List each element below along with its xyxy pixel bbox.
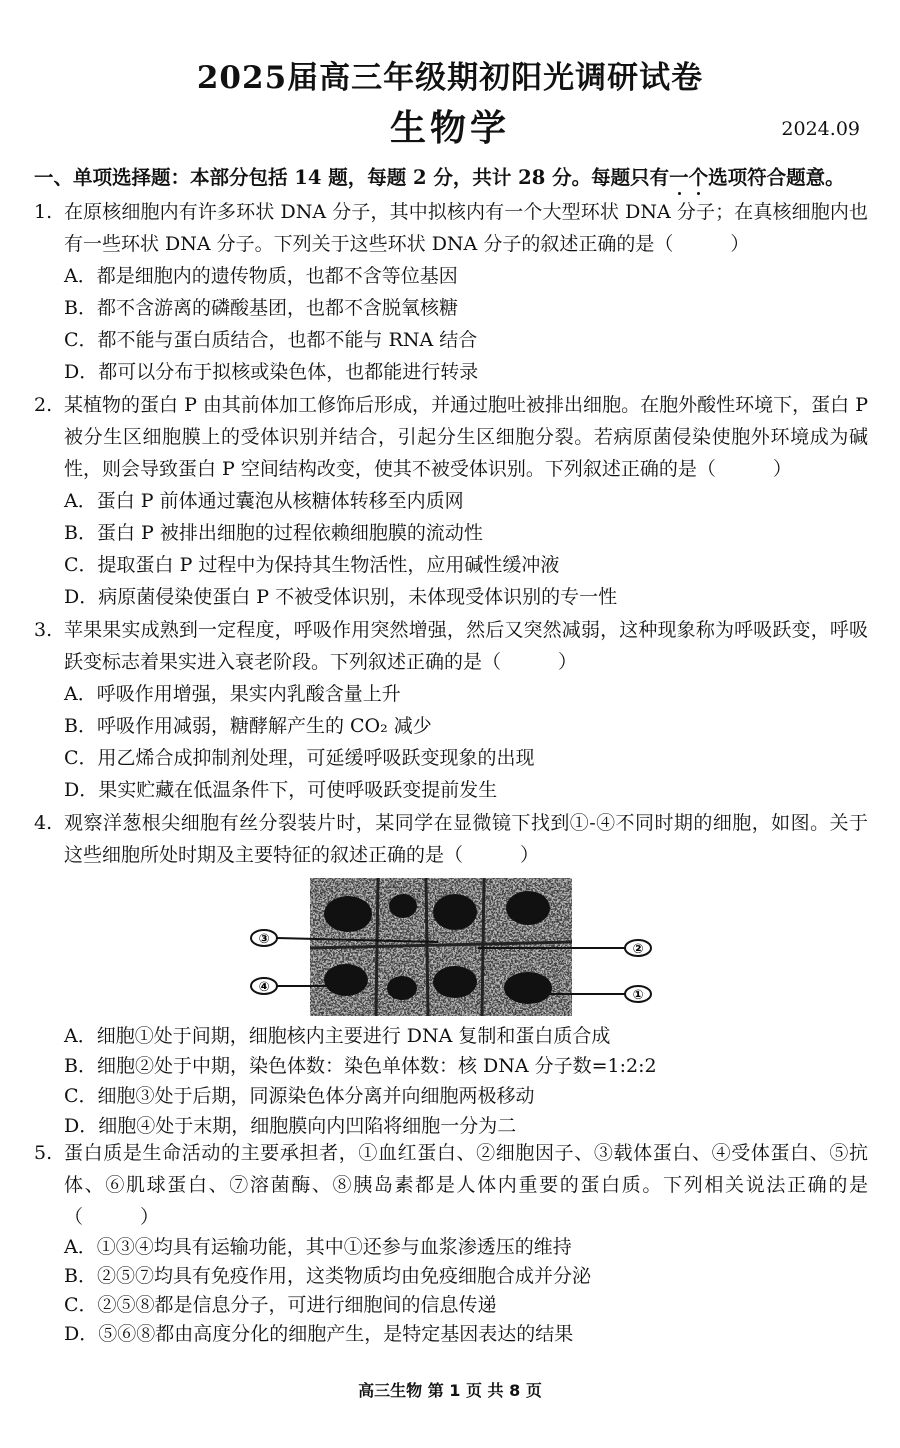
question-stem: 某植物的蛋白 P 由其前体加工修饰后形成，并通过胞吐被排出细胞。在胞外酸性环境下，蛋白 P 被分生区细胞膜上的受体识别并结合，引起分生区细胞分裂。若病原菌侵染使胞外环境成为碱性，则会导致蛋白 P 空间结构改变，使其不被受体识别。下列叙述正确的是（ ） [64,394,868,480]
option-a: A．都是细胞内的遗传物质，也都不含等位基因 [64,265,458,287]
option-d: D．病原菌侵染使蛋白 P 不被受体识别，未体现受体识别的专一性 [64,586,618,608]
micrograph-figure [248,876,658,1018]
option-d: D．果实贮藏在低温条件下，可使呼吸跃变提前发生 [64,779,498,801]
option-a: A．①③④均具有运输功能，其中①还参与血浆渗透压的维持 [64,1236,572,1258]
question-stem: 观察洋葱根尖细胞有丝分裂装片时，某同学在显微镜下找到①-④不同时期的细胞，如图。关于这些细胞所处时期及主要特征的叙述正确的是（ ） [64,812,868,866]
svg-text:②: ② [632,942,644,957]
option-d: D．细胞④处于末期，细胞膜向内凹陷将细胞一分为二 [64,1115,517,1137]
svg-text:①: ① [632,988,644,1003]
page-footer: 高三生物 第 1 页 共 8 页 [358,1381,542,1400]
option-c: C．②⑤⑧都是信息分子，可进行细胞间的信息传递 [64,1294,497,1316]
question-5 [34,1137,868,1349]
option-b: B．都不含游离的磷酸基团，也都不含脱氧核糖 [64,297,458,319]
question-stem: 在原核细胞内有许多环状 DNA 分子，其中拟核内有一个大型环状 DNA 分子；在真核细胞内也有一些环状 DNA 分子。下列关于这些环状 DNA 分子的叙述正确的是（ ） [64,201,868,255]
option-a: A．蛋白 P 前体通过囊泡从核糖体转移至内质网 [64,490,464,512]
question-1 [34,196,868,388]
option-c: C．都不能与蛋白质结合，也都不能与 RNA 结合 [64,329,478,351]
option-b: B．②⑤⑦均具有免疫作用，这类物质均由免疫细胞合成并分泌 [64,1265,591,1287]
question-number: 3. [34,619,53,641]
subject-title: 生物学 [389,107,510,149]
svg-text:④: ④ [258,980,270,995]
question-2 [34,389,868,613]
option-d: D．都可以分布于拟核或染色体，也都能进行转录 [64,361,479,383]
question-number: 1. [34,201,53,223]
emphasis-dot-1: 一 [669,166,689,189]
question-number: 2. [34,394,53,416]
option-b: B．呼吸作用减弱，糖酵解产生的 CO₂ 减少 [64,715,432,737]
exam-title: 2025届高三年级期初阳光调研试卷 [196,60,704,96]
option-a: A．细胞①处于间期，细胞核内主要进行 DNA 复制和蛋白质合成 [64,1025,611,1047]
option-b: B．蛋白 P 被排出细胞的过程依赖细胞膜的流动性 [64,522,483,544]
question-4-options [34,1021,868,1141]
option-d: D．⑤⑥⑧都由高度分化的细胞产生，是特定基因表达的结果 [64,1323,574,1345]
section-header-text: 一、单项选择题：本部分包括 14 题，每题 2 分，共计 28 分。每题只有 [34,166,670,189]
section-header [34,162,884,190]
question-number: 5. [34,1142,53,1164]
option-b: B．细胞②处于中期，染色体数：染色单体数：核 DNA 分子数=1:2:2 [64,1055,657,1077]
question-4 [34,807,868,871]
emphasis-dot-2: 个 [688,166,709,189]
question-number: 4. [34,812,53,834]
section-header-tail: 选项符合题意。 [708,166,845,189]
svg-text:③: ③ [258,932,270,947]
option-a: A．呼吸作用增强，果实内乳酸含量上升 [64,683,401,705]
question-stem: 蛋白质是生命活动的主要承担者，①血红蛋白、②细胞因子、③载体蛋白、④受体蛋白、⑤抗体、⑥肌球蛋白、⑦溶菌酶、⑧胰岛素都是人体内重要的蛋白质。下列相关说法正确的是（ ） [64,1142,868,1228]
question-stem: 苹果果实成熟到一定程度，呼吸作用突然增强，然后又突然减弱，这种现象称为呼吸跃变，呼吸跃变标志着果实进入衰老阶段。下列叙述正确的是（ ） [64,619,868,673]
exam-date: 2024.09 [781,118,860,140]
question-3 [34,614,868,806]
option-c: C．细胞③处于后期，同源染色体分离并向细胞两极移动 [64,1085,535,1107]
option-c: C．提取蛋白 P 过程中为保持其生物活性，应用碱性缓冲液 [64,554,560,576]
option-c: C．用乙烯合成抑制剂处理，可延缓呼吸跃变现象的出现 [64,747,535,769]
